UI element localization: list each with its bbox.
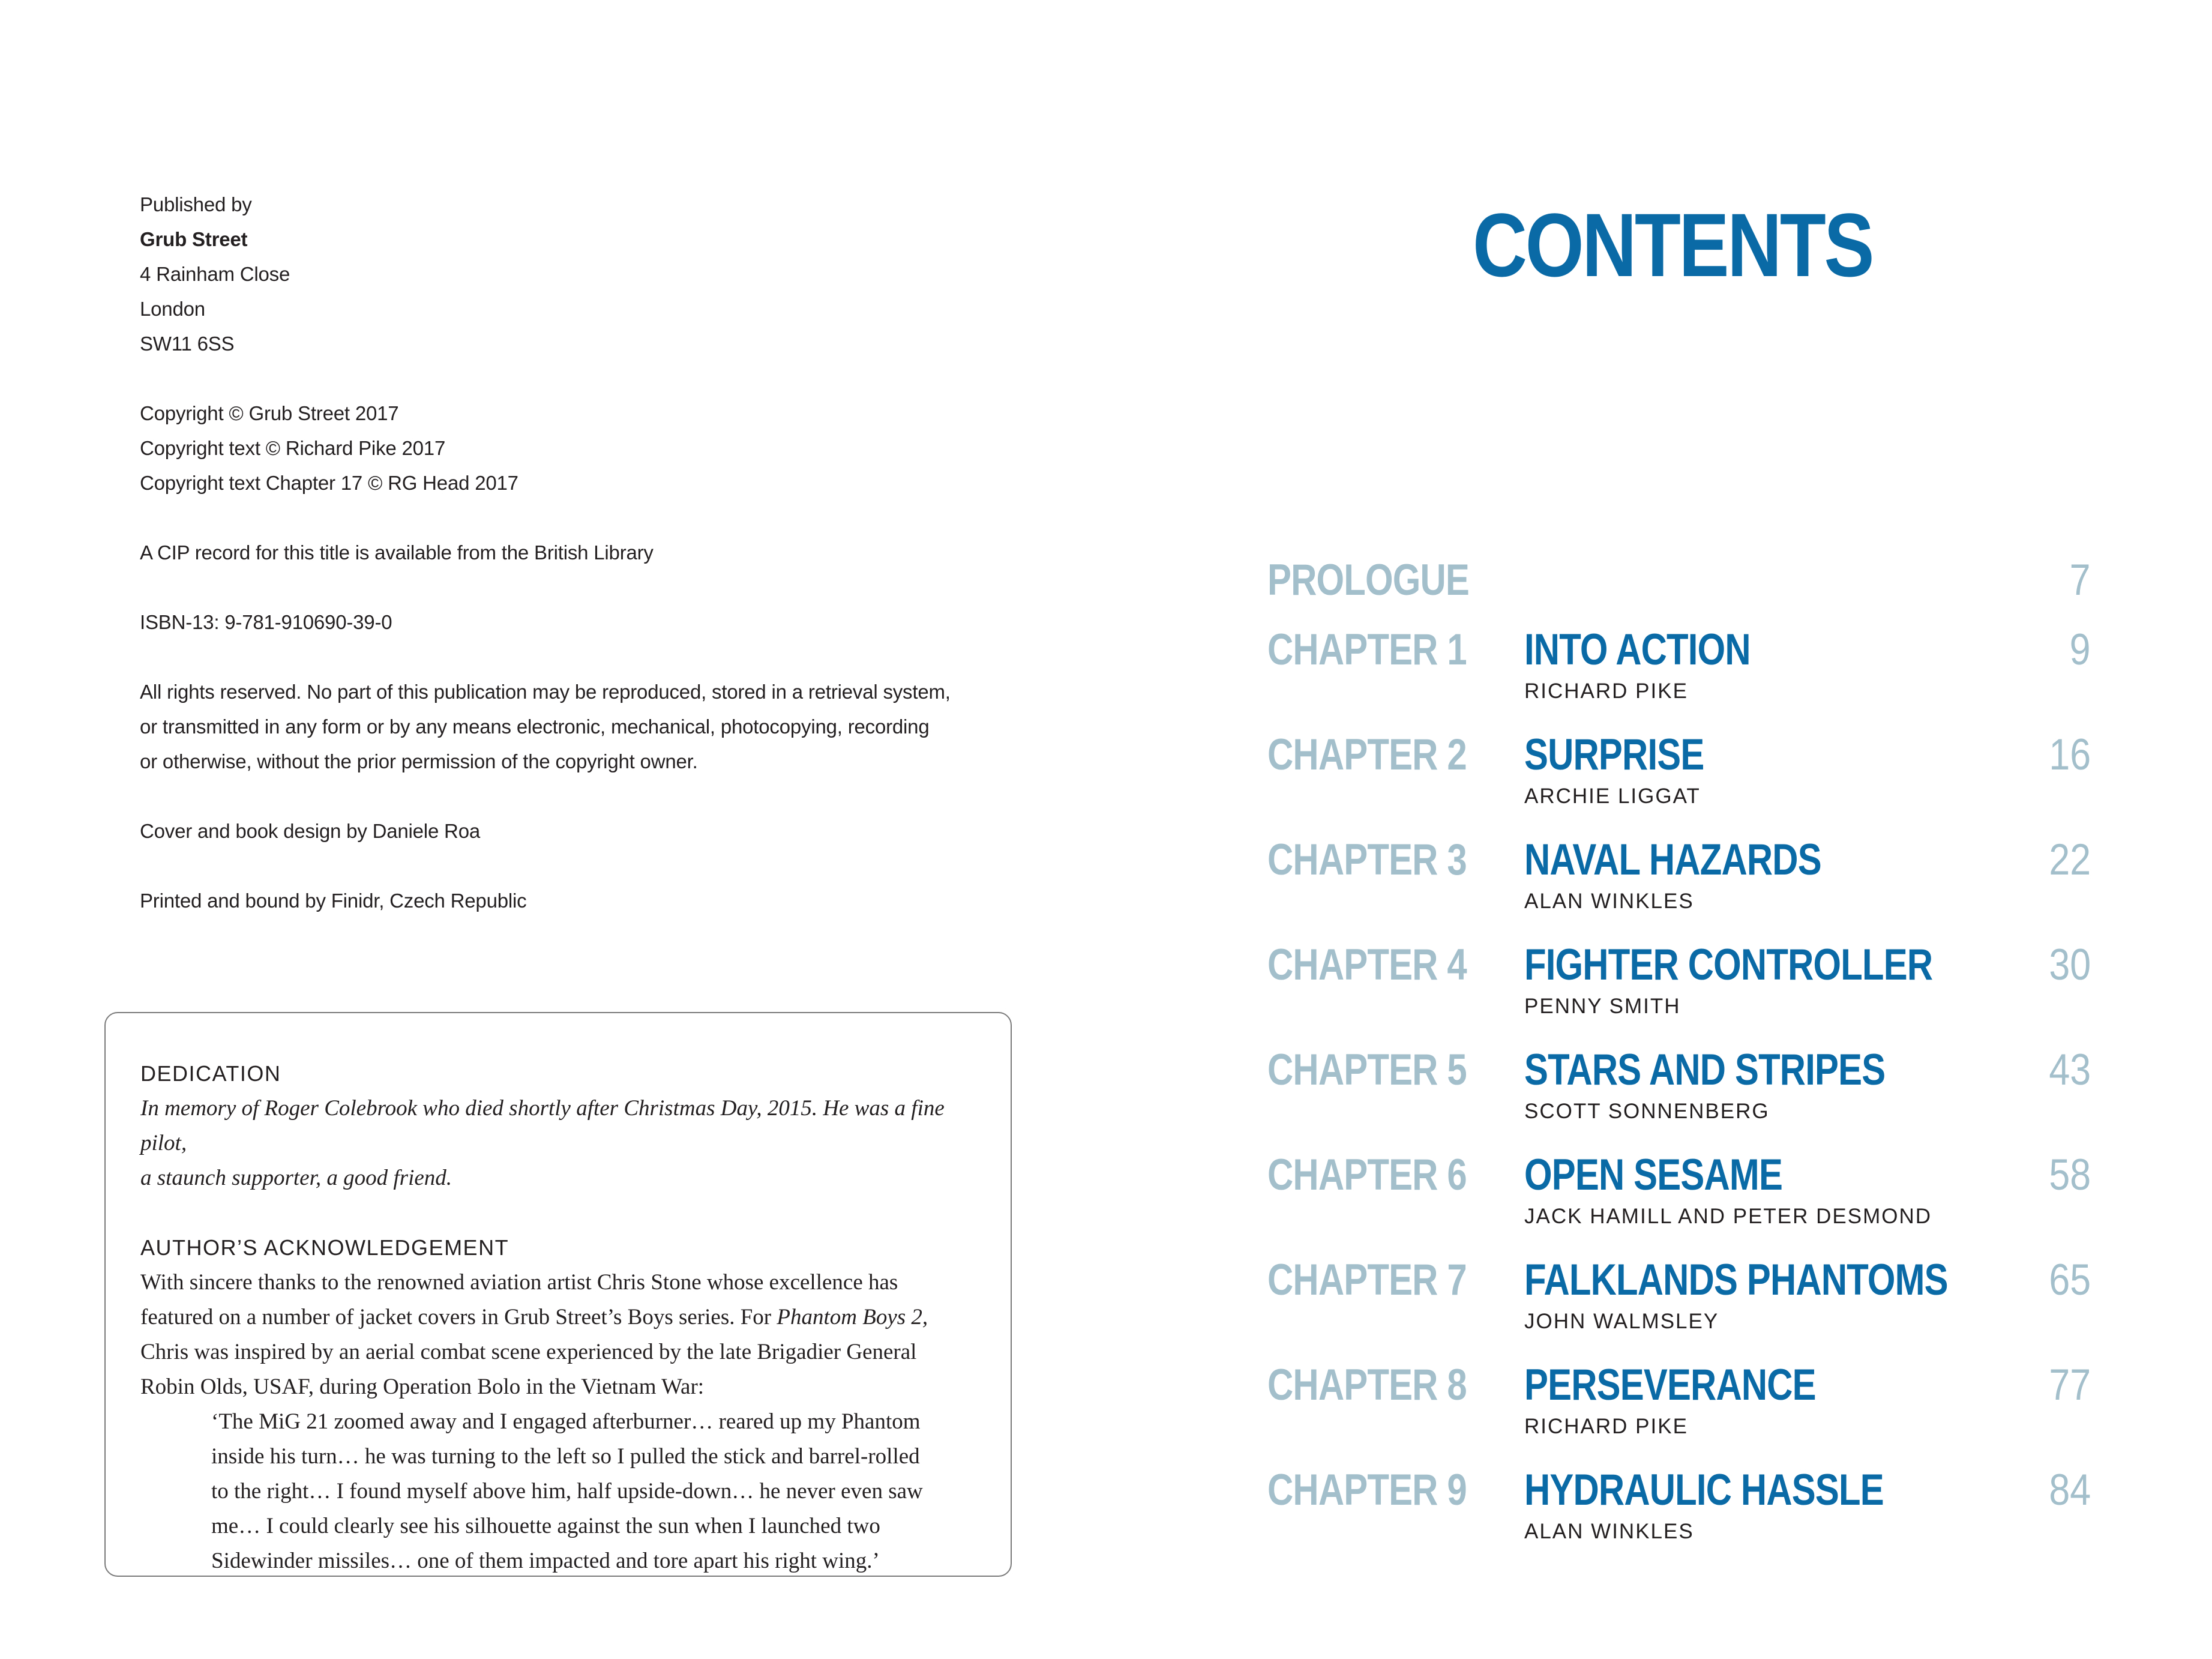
toc-entry [1267, 1043, 2091, 1145]
rights-line: or transmitted in any form or by any means electronic, mechanical, photocopying, recording [140, 715, 930, 738]
publisher-name: Grub Street [140, 228, 248, 250]
isbn: ISBN-13: 9-781-910690-39-0 [140, 611, 392, 633]
toc-entry [1267, 1358, 2091, 1460]
toc-page-number: 58 [2049, 1151, 2091, 1199]
toc-label: CHAPTER 6 [1267, 1151, 1467, 1199]
acknowledgement-heading: AUTHOR’S ACKNOWLEDGEMENT [140, 1235, 509, 1260]
acknowledgement-line: Robin Olds, USAF, during Operation Bolo in the Vietnam War: [140, 1374, 705, 1399]
rights-line: All rights reserved. No part of this publication may be reproduced, stored in a retrieval system, [140, 681, 951, 703]
toc-author: JACK HAMILL AND PETER DESMOND [1524, 1205, 1932, 1228]
toc-chapter-title: SURPRISE [1524, 730, 1704, 779]
toc-chapter-title: OPEN SESAME [1524, 1151, 1783, 1199]
toc-label: CHAPTER 2 [1267, 730, 1467, 779]
toc-page-number: 84 [2049, 1466, 2091, 1514]
quote-line: Sidewinder missiles… one of them impacted and tore apart his right wing.’ [211, 1549, 880, 1573]
printer-credit: Printed and bound by Finidr, Czech Republic [140, 890, 527, 912]
toc-entry [1267, 623, 2091, 725]
toc-author: ARCHIE LIGGAT [1524, 784, 1701, 808]
design-credit: Cover and book design by Daniele Roa [140, 820, 480, 842]
copyright-line: Copyright © Grub Street 2017 [140, 402, 399, 424]
toc-label: CHAPTER 1 [1267, 625, 1467, 674]
address-line: London [140, 298, 205, 320]
toc-page-number: 65 [2049, 1256, 2091, 1304]
quote-line: ‘The MiG 21 zoomed away and I engaged afterburner… reared up my Phantom [211, 1409, 921, 1434]
toc-author: RICHARD PIKE [1524, 679, 1688, 703]
toc-entry [1267, 1253, 2091, 1355]
dedication-heading: DEDICATION [140, 1061, 281, 1086]
toc-page-number: 43 [2049, 1046, 2091, 1094]
toc-entry [1267, 728, 2091, 830]
toc-chapter-title: PERSEVERANCE [1524, 1361, 1816, 1409]
toc-author: PENNY SMITH [1524, 995, 1681, 1018]
toc-author: ALAN WINKLES [1524, 890, 1694, 913]
toc-chapter-title: HYDRAULIC HASSLE [1524, 1466, 1884, 1514]
contents-title: CONTENTS [1473, 194, 1873, 295]
quote-line: inside his turn… he was turning to the left so I pulled the stick and barrel-rolled [211, 1444, 920, 1469]
toc-chapter-title: FIGHTER CONTROLLER [1524, 941, 1933, 989]
toc-page-number: 16 [2049, 730, 2091, 779]
toc-entry [1267, 1463, 2091, 1565]
toc-page-number: 30 [2049, 941, 2091, 989]
toc-author: JOHN WALMSLEY [1524, 1310, 1719, 1333]
quote-line: me… I could clearly see his silhouette against the sun when I launched two [211, 1514, 880, 1538]
book-title: Phantom Boys 2, [777, 1305, 928, 1329]
toc-label: CHAPTER 7 [1267, 1256, 1467, 1304]
acknowledgement-line: featured on a number of jacket covers in Grub Street’s Boys series. For Phantom Boys 2, [140, 1305, 928, 1329]
toc-page-number: 9 [2070, 625, 2091, 674]
dedication-line: a staunch supporter, a good friend. [140, 1166, 452, 1190]
toc-label: CHAPTER 9 [1267, 1466, 1467, 1514]
dedication-box [104, 1012, 1012, 1577]
rights-line: or otherwise, without the prior permission of the copyright owner. [140, 750, 698, 772]
toc-label: CHAPTER 3 [1267, 836, 1467, 884]
toc-label: CHAPTER 8 [1267, 1361, 1467, 1409]
dedication-line: In memory of Roger Colebrook who died shortly after Christmas Day, 2015. He was a fine pilot, [140, 1096, 945, 1155]
imprint-block [140, 187, 1040, 918]
toc-page-number: 22 [2049, 836, 2091, 884]
toc-chapter-title: FALKLANDS PHANTOMS [1524, 1256, 1948, 1304]
acknowledgement-line: Chris was inspired by an aerial combat scene experienced by the late Brigadier General [140, 1340, 917, 1364]
quote-line: to the right… I found myself above him, half upside-down… he never even saw [211, 1479, 923, 1504]
toc-author: RICHARD PIKE [1524, 1415, 1688, 1438]
toc-page-number: 7 [2070, 556, 2091, 604]
cip-notice: A CIP record for this title is available from the British Library [140, 541, 654, 564]
toc-label: CHAPTER 5 [1267, 1046, 1467, 1094]
toc-entry [1267, 938, 2091, 1040]
toc-page-number: 77 [2049, 1361, 2091, 1409]
published-by-label: Published by [140, 193, 252, 215]
toc-label: PROLOGUE [1267, 556, 1470, 604]
copyright-line: Copyright text Chapter 17 © RG Head 2017 [140, 472, 518, 494]
toc-entry [1267, 1148, 2091, 1250]
address-line: 4 Rainham Close [140, 263, 290, 285]
copyright-line: Copyright text © Richard Pike 2017 [140, 437, 446, 459]
toc-entry [1267, 833, 2091, 935]
acknowledgement-line: With sincere thanks to the renowned aviation artist Chris Stone whose excellence has [140, 1270, 898, 1295]
toc-chapter-title: STARS AND STRIPES [1524, 1046, 1886, 1094]
toc-chapter-title: NAVAL HAZARDS [1524, 836, 1821, 884]
toc-label: CHAPTER 4 [1267, 941, 1467, 989]
toc-chapter-title: INTO ACTION [1524, 625, 1751, 674]
toc-author: ALAN WINKLES [1524, 1520, 1694, 1543]
address-line: SW11 6SS [140, 333, 235, 355]
toc-author: SCOTT SONNENBERG [1524, 1100, 1770, 1123]
